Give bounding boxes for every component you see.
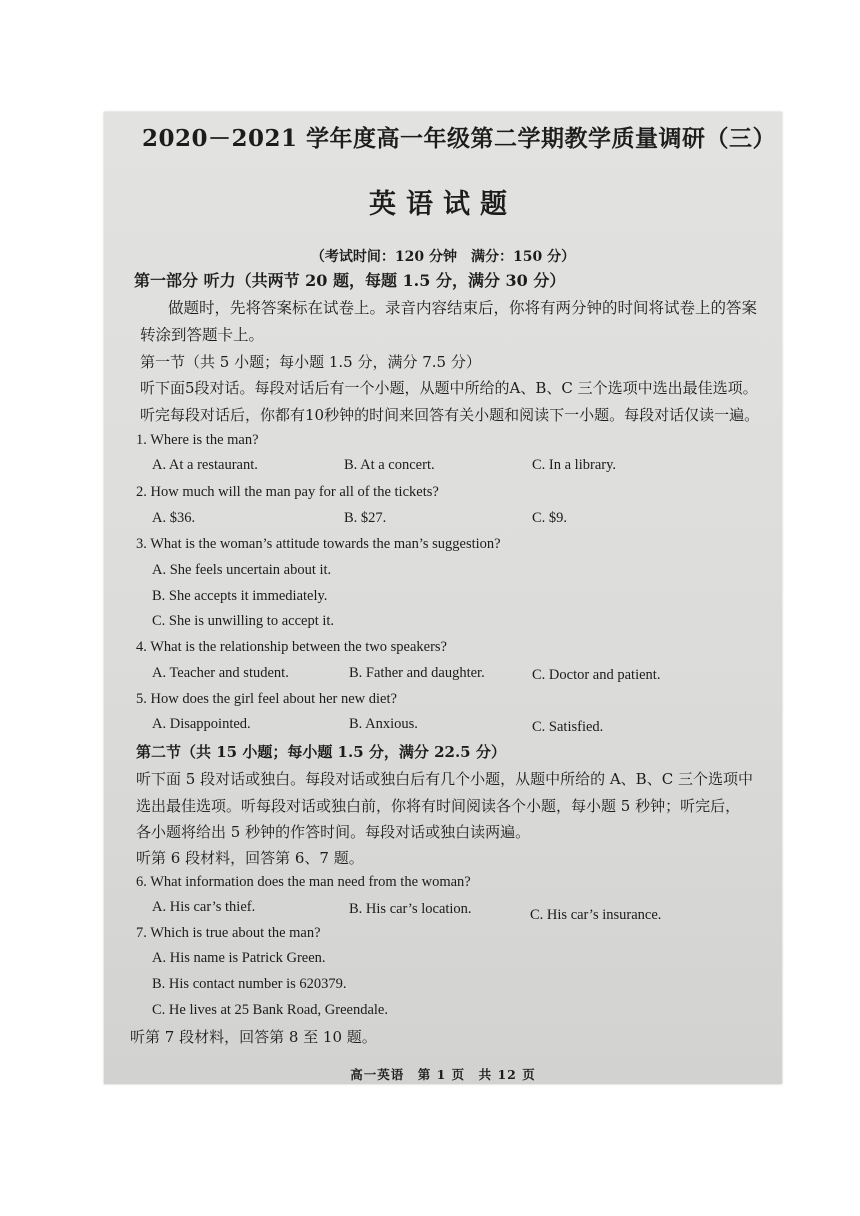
question-1: 1. Where is the man? xyxy=(136,432,259,448)
question-7: 7. Which is true about the man? xyxy=(136,925,321,941)
option-1c: C. In a library. xyxy=(532,457,617,473)
section1-heading: 第一节（共 5 小题；每小题 1.5 分，满分 7.5 分） xyxy=(140,353,481,371)
subject-title: 英语试题 xyxy=(369,189,517,220)
question-2: 2. How much will the man pay for all of the tickets? xyxy=(136,484,439,500)
material-6-note: 听第 6 段材料，回答第 6、7 题。 xyxy=(136,849,364,867)
part1-heading: 第一部分 听力（共两节 20 题，每题 1.5 分，满分 30 分） xyxy=(134,271,566,290)
option-4a: A. Teacher and student. xyxy=(152,665,289,681)
page-footer: 高一英语 第 1 页 共 12 页 xyxy=(350,1067,536,1082)
question-4: 4. What is the relationship between the two speakers? xyxy=(136,639,447,655)
section1-instruction-line: 听下面5段对话。每段对话后有一个小题，从题中所给的A、B、C 三个选项中选出最佳选项。 xyxy=(140,379,758,397)
option-5b: B. Anxious. xyxy=(349,716,418,732)
option-3b: B. She accepts it immediately. xyxy=(152,588,328,604)
option-3c: C. She is unwilling to accept it. xyxy=(152,613,335,629)
option-2c: C. $9. xyxy=(532,510,568,526)
option-3a: A. She feels uncertain about it. xyxy=(152,562,332,578)
section1-instruction-line: 听完每段对话后，你都有10秒钟的时间来回答有关小题和阅读下一小题。每段对话仅读一遍。 xyxy=(140,406,760,424)
option-4c: C. Doctor and patient. xyxy=(532,667,661,683)
option-6c: C. His car’s insurance. xyxy=(530,907,662,923)
option-7c: C. He lives at 25 Bank Road, Greendale. xyxy=(152,1002,388,1018)
question-5: 5. How does the girl feel about her new diet? xyxy=(136,691,397,707)
exam-title: 2020－2021 学年度高一年级第二学期教学质量调研（三） xyxy=(142,125,777,152)
option-6b: B. His car’s location. xyxy=(349,901,472,917)
option-2b: B. $27. xyxy=(344,510,387,526)
option-1a: A. At a restaurant. xyxy=(152,457,258,473)
option-5a: A. Disappointed. xyxy=(152,716,251,732)
option-6a: A. His car’s thief. xyxy=(152,899,256,915)
option-2a: A. $36. xyxy=(152,510,196,526)
question-3: 3. What is the woman’s attitude towards the man’s suggestion? xyxy=(136,536,501,552)
section2-instruction-line: 选出最佳选项。听每段对话或独白前，你将有时间阅读各个小题，每小题 5 秒钟；听完后， xyxy=(136,797,741,815)
option-7b: B. His contact number is 620379. xyxy=(152,976,347,992)
material-7-note: 听第 7 段材料，回答第 8 至 10 题。 xyxy=(130,1028,377,1046)
option-4b: B. Father and daughter. xyxy=(349,665,485,681)
option-5c: C. Satisfied. xyxy=(532,719,604,735)
section2-instruction-line: 听下面 5 段对话或独白。每段对话或独白后有几个小题，从题中所给的 A、B、C 三个选项中 xyxy=(136,770,753,788)
option-1b: B. At a concert. xyxy=(344,457,435,473)
exam-page xyxy=(104,112,782,1084)
part1-instruction-line: 转涂到答题卡上。 xyxy=(140,326,265,344)
section2-instruction-line: 各小题将给出 5 秒钟的作答时间。每段对话或独白读两遍。 xyxy=(136,823,531,841)
part1-instruction-line: 做题时，先将答案标在试卷上。录音内容结束后，你将有两分钟的时间将试卷上的答案 xyxy=(168,299,758,317)
option-7a: A. His name is Patrick Green. xyxy=(152,950,326,966)
time-info: （考试时间：120 分钟 满分：150 分） xyxy=(310,249,576,265)
section2-heading: 第二节（共 15 小题；每小题 1.5 分，满分 22.5 分） xyxy=(136,743,506,761)
question-6: 6. What information does the man need from the woman? xyxy=(136,874,471,890)
